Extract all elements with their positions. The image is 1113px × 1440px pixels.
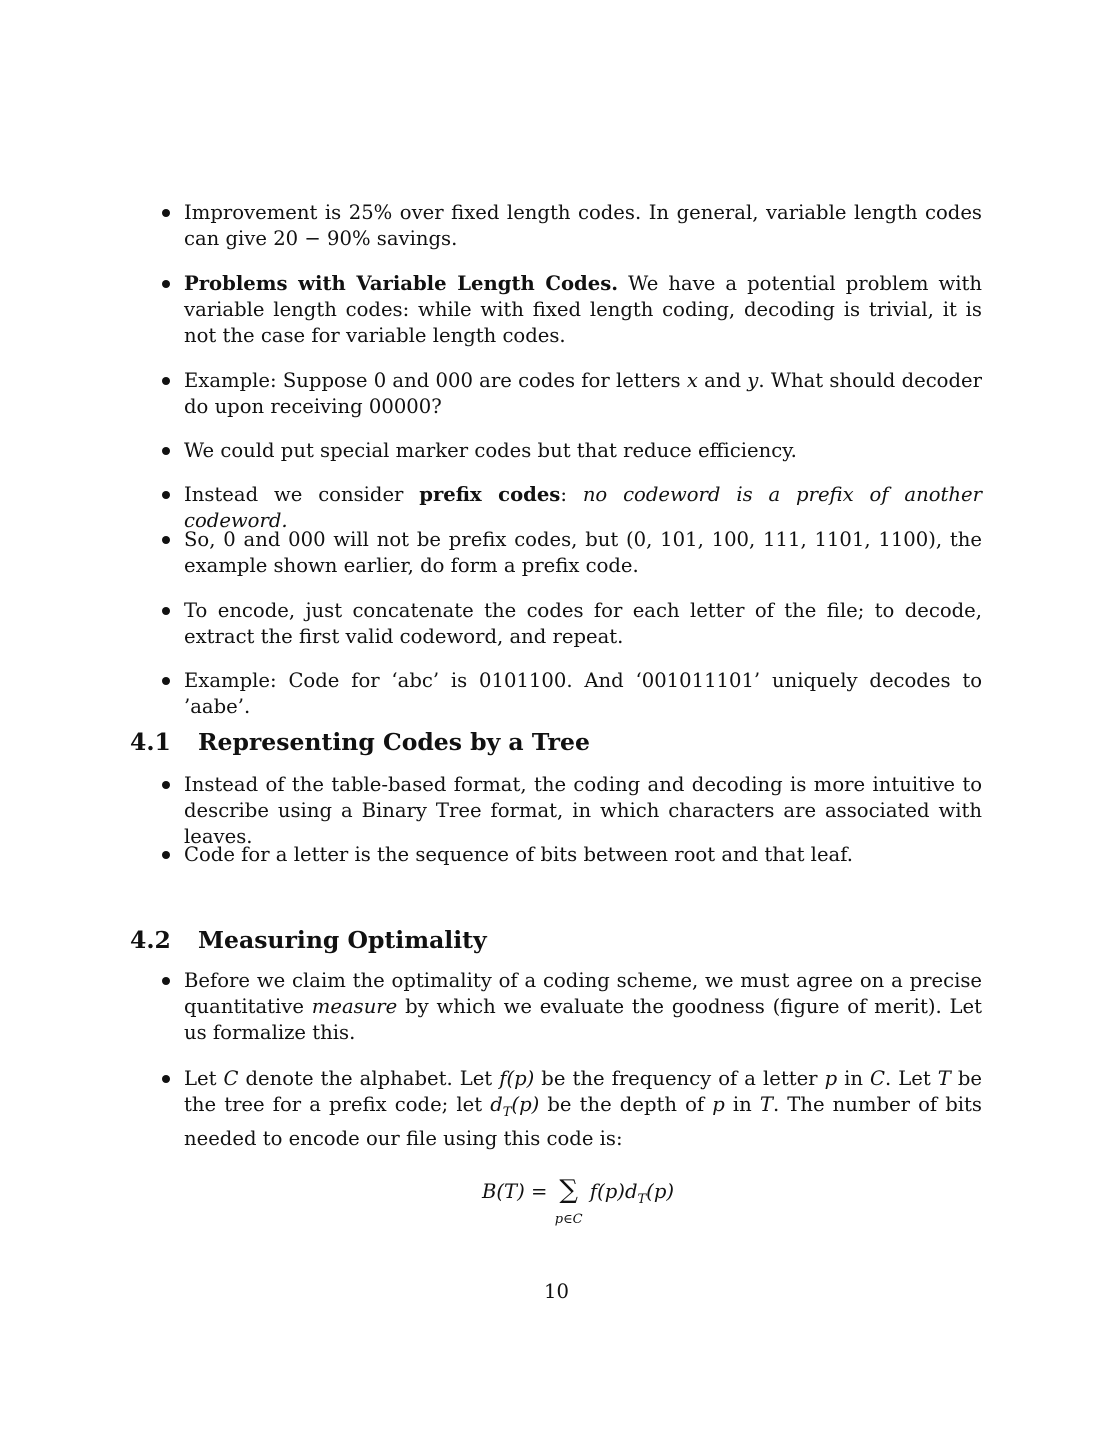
bullet-icon <box>162 447 170 455</box>
formula-subscript: T <box>637 1191 647 1207</box>
section-title: Measuring Optimality <box>198 926 487 954</box>
bullet-icon <box>162 1075 170 1083</box>
section-number: 4.1 <box>130 728 171 756</box>
bullet-icon <box>162 377 170 385</box>
list-item-text: Before we claim the optimality of a coding scheme, we must agree on a precise quantitative <box>184 969 982 1018</box>
formula-rhs: f(p)d <box>583 1180 638 1203</box>
list-item-text: Improvement is 25% over fixed length codes. In general, variable length codes can give 20 − 90% savings. <box>184 201 982 250</box>
list-item <box>184 438 982 464</box>
list-item-text: Let <box>184 1067 224 1090</box>
list-item <box>184 772 982 850</box>
math-variable: T <box>759 1093 773 1116</box>
list-item-text: To encode, just concatenate the codes for each letter of the file; to decode, extract the first valid codeword, and repeat. <box>184 599 982 648</box>
list-item-text: . Let <box>885 1067 938 1090</box>
list-item-text: . What should decoder do upon receiving 00000? <box>184 369 982 418</box>
math-variable: y <box>747 369 759 392</box>
math-subscript: T <box>502 1104 512 1120</box>
math-expression: f(p) <box>499 1067 535 1090</box>
math-variable: d <box>490 1093 503 1116</box>
list-item <box>184 598 982 650</box>
list-item <box>184 668 982 720</box>
italic-definition: no codeword is a prefix of another codeword. <box>184 483 982 532</box>
bold-term: prefix codes <box>419 483 561 506</box>
bullet-icon <box>162 851 170 859</box>
bullet-icon <box>162 781 170 789</box>
list-item <box>184 1066 982 1152</box>
list-item-text: in <box>724 1093 760 1116</box>
bullet-icon <box>162 977 170 985</box>
list-item-text: be the tree for a prefix code; let <box>184 1067 983 1116</box>
section-number: 4.2 <box>130 926 171 954</box>
bullet-icon <box>162 607 170 615</box>
bullet-icon <box>162 491 170 499</box>
math-expression: (p) <box>511 1093 540 1116</box>
list-item <box>184 968 982 1046</box>
math-variable: C <box>223 1067 239 1090</box>
list-item-text: and <box>697 369 748 392</box>
formula-lhs: B(T) = <box>482 1180 554 1203</box>
math-variable: p <box>712 1093 725 1116</box>
sigma-symbol: ∑ <box>559 1175 578 1205</box>
bullet-icon <box>162 209 170 217</box>
bold-lead: Problems with Variable Length Codes. <box>184 272 619 295</box>
list-item-text: by which we evaluate the goodness (figure of merit). Let us formalize this. <box>184 995 982 1044</box>
bullet-icon <box>162 677 170 685</box>
section-heading <box>130 727 590 757</box>
math-variable: C <box>870 1067 886 1090</box>
list-item-text: Instead we consider <box>184 483 420 506</box>
formula-rhs: (p) <box>646 1180 675 1203</box>
list-item-text: denote the alphabet. Let <box>238 1067 500 1090</box>
list-item <box>184 368 982 420</box>
list-item <box>184 200 982 252</box>
list-item-text: We could put special marker codes but that reduce efficiency. <box>184 439 797 462</box>
list-item-text: in <box>837 1067 871 1090</box>
summation <box>554 1175 584 1227</box>
bullet-icon <box>162 536 170 544</box>
list-item-text: be the depth of <box>539 1093 713 1116</box>
italic-term: measure <box>311 995 398 1018</box>
math-variable: T <box>937 1067 951 1090</box>
list-item-text: We have a potential problem with variable length codes: while with fixed length coding, decoding is trivial, it is not the case for variable length codes. <box>184 272 983 347</box>
list-item <box>184 842 982 868</box>
list-item-text: So, 0 and 000 will not be prefix codes, but (0, 101, 100, 111, 1101, 1100), the example shown earlier, do form a prefix code. <box>184 528 982 577</box>
display-formula <box>482 1175 675 1227</box>
list-item-text: be the frequency of a letter <box>534 1067 825 1090</box>
list-item-text: Example: Suppose 0 and 000 are codes for letters <box>184 369 687 392</box>
list-item-text: . The number of bits needed to encode our file using this code is: <box>184 1093 982 1150</box>
section-title: Representing Codes by a Tree <box>198 728 590 756</box>
math-variable: x <box>686 369 698 392</box>
summation-subscript: p∈C <box>554 1212 583 1227</box>
list-item-text: Example: Code for ‘abc’ is 0101100. And ‘001011101’ uniquely decodes to ’aabe’. <box>184 669 982 718</box>
list-item <box>184 527 982 579</box>
list-item-text: : <box>560 483 583 506</box>
page-number: 10 <box>544 1280 569 1303</box>
bullet-icon <box>162 280 170 288</box>
math-variable: p <box>824 1067 838 1090</box>
list-item <box>184 271 982 349</box>
list-item-text: Code for a letter is the sequence of bits between root and that leaf. <box>184 843 854 866</box>
section-heading <box>130 925 487 955</box>
list-item-text: Instead of the table-based format, the coding and decoding is more intuitive to describe using a Binary Tree format, in which characters are associated with leaves. <box>184 773 982 848</box>
